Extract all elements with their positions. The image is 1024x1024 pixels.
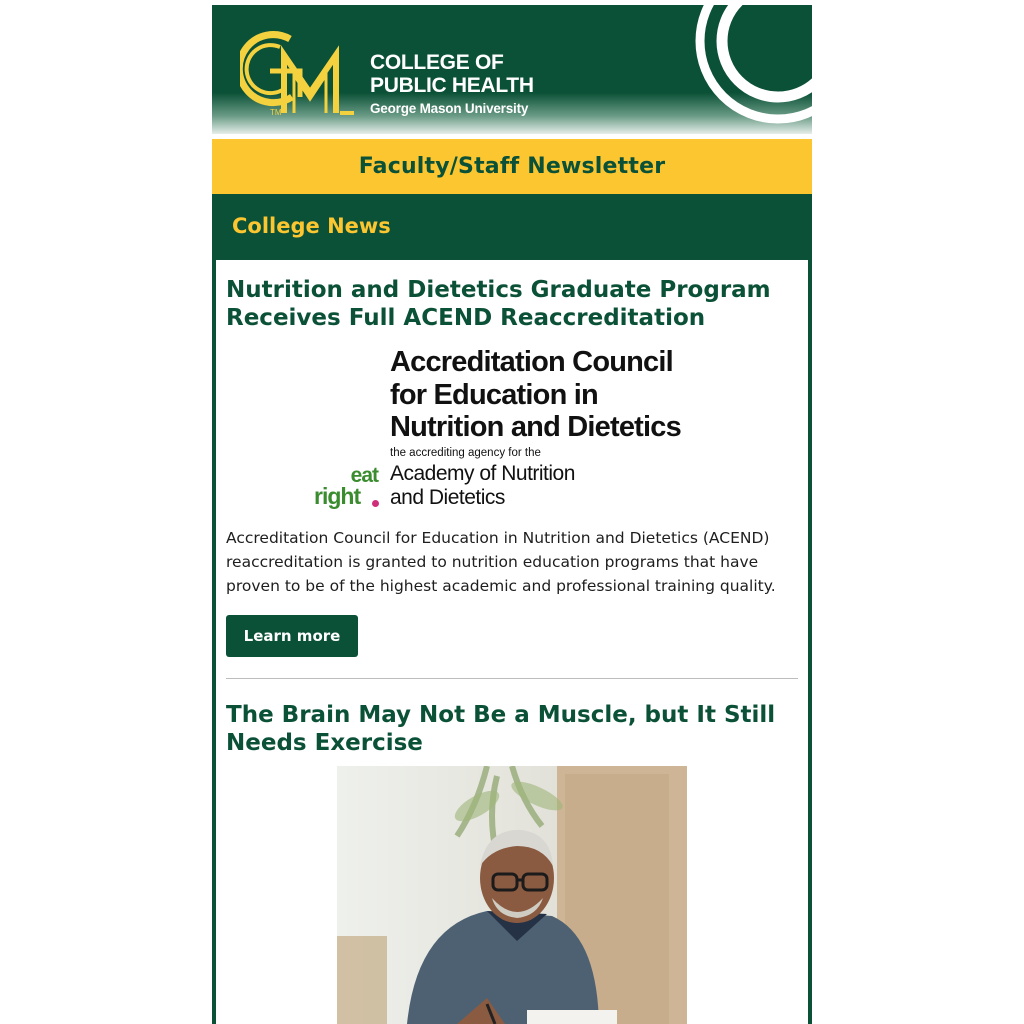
logo-line-college-of: COLLEGE OF <box>370 51 504 74</box>
eatright-right: right <box>314 483 361 509</box>
acend-logo <box>314 346 714 516</box>
decorative-rings-icon <box>692 5 812 134</box>
article-title-brain-exercise[interactable]: The Brain May Not Be a Muscle, but It Still Needs Exercise <box>226 702 776 756</box>
logo-line-public-health: PUBLIC HEALTH <box>370 74 534 97</box>
gm-logo <box>240 23 358 115</box>
newsletter-bar <box>212 139 812 194</box>
eatright-dot-icon <box>372 500 379 507</box>
article-description: Accreditation Council for Education in Nutrition and Dietetics (ACEND) reaccreditation is granted to nutrition education programs that have proven to be of the highest academic and professional training quality. <box>226 529 776 595</box>
newsletter-title: Faculty/Staff Newsletter <box>358 154 666 179</box>
logo-line-university: George Mason University <box>370 101 529 116</box>
article-divider <box>226 678 798 679</box>
academy-line1: Academy of Nutrition <box>390 462 575 485</box>
acend-logo-line1: Accreditation Council <box>390 346 673 378</box>
header-banner <box>212 5 812 134</box>
section-title: College News <box>232 214 391 238</box>
eatright-eat: eat <box>350 464 378 487</box>
college-name <box>370 51 534 116</box>
acend-logo-line2: for Education in <box>390 378 598 411</box>
newsletter-email <box>212 5 812 1024</box>
college-news-section <box>212 194 812 1024</box>
eatright-logo <box>314 466 384 512</box>
learn-more-button[interactable]: Learn more <box>226 615 358 657</box>
academy-line2: and Dietetics <box>390 486 505 509</box>
acend-logo-line3: Nutrition and Dietetics <box>390 411 681 443</box>
article-photo-older-man-writing[interactable] <box>337 766 687 1024</box>
academy-name <box>390 462 575 510</box>
news-body <box>216 260 808 1024</box>
acend-logo-tagline: the accrediting agency for the <box>390 447 541 459</box>
article-title-acend[interactable]: Nutrition and Dietetics Graduate Program Receives Full ACEND Reaccreditation <box>226 277 771 331</box>
svg-text:TM: TM <box>270 108 282 115</box>
acend-logo-title <box>390 346 681 444</box>
